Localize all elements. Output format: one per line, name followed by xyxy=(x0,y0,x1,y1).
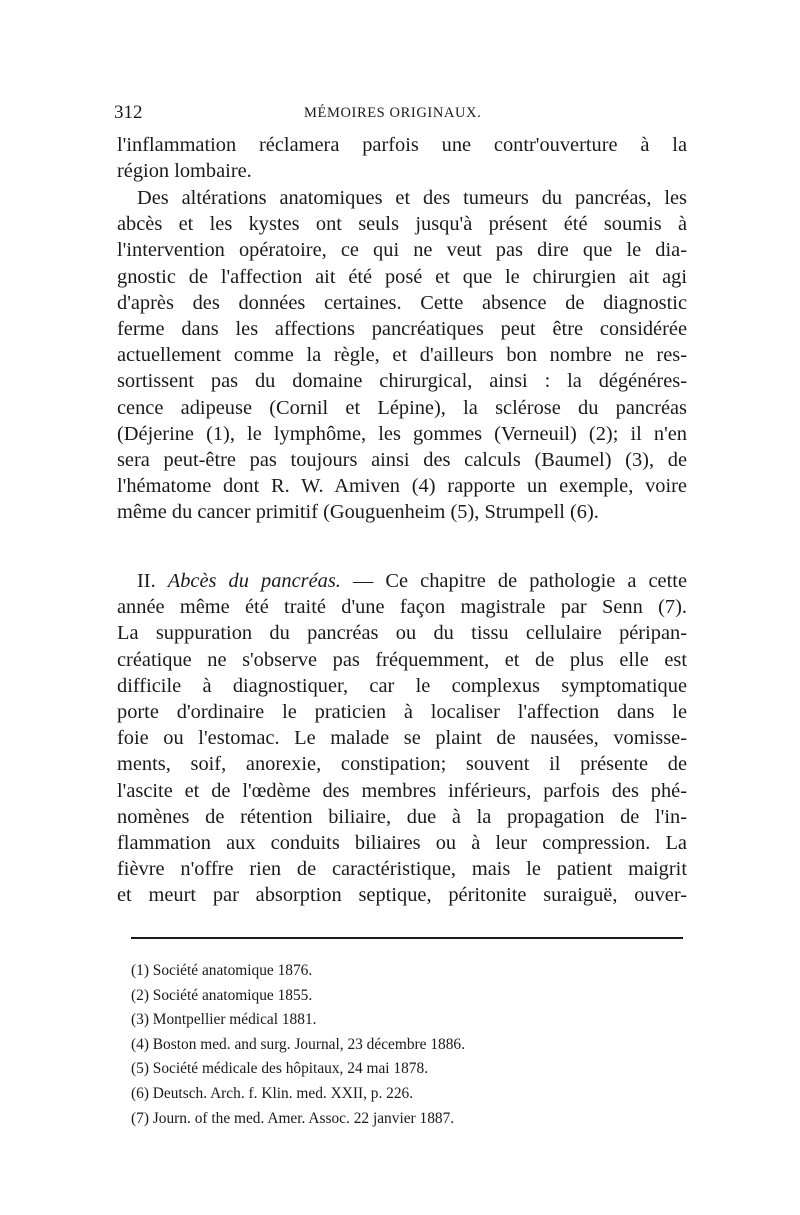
footnote-4: (4) Boston med. and surg. Journal, 23 décembre 1886. xyxy=(131,1035,465,1053)
footnote-3: (3) Montpellier médical 1881. xyxy=(131,1011,317,1029)
footnote-6: (6) Deutsch. Arch. f. Klin. med. XXII, p. 226. xyxy=(131,1084,414,1102)
section-heading-line xyxy=(117,568,687,594)
footnote-7: (7) Journ. of the med. Amer. Assoc. 22 janvier 1887. xyxy=(131,1109,455,1127)
footnote-divider xyxy=(131,937,683,939)
text-line: fièvre n'offre rien de caractéristique, mais le patient maigrit xyxy=(117,858,687,881)
text-line: difficile à diagnostiquer, car le complexus symptomatique xyxy=(117,674,687,697)
footnote-5: (5) Société médicale des hôpitaux, 24 mai 1878. xyxy=(131,1060,429,1078)
text-line: ferme dans les affections pancréatiques peut être considérée xyxy=(117,318,687,341)
footnote-2: (2) Société anatomique 1855. xyxy=(131,986,313,1004)
text-line: abcès et les kystes ont seuls jusqu'à présent été soumis à xyxy=(117,213,687,236)
text-line: (Déjerine (1), le lymphôme, les gommes (Verneuil) (2); il n'en xyxy=(117,422,687,445)
text-line: créatique ne s'observe pas fréquemment, et de plus elle est xyxy=(117,648,687,671)
section-title: Abcès du pancréas. xyxy=(167,570,341,592)
paragraph-anatomical-alterations xyxy=(117,185,687,526)
text-line: sortissent pas du domaine chirurgical, ainsi : la dégénéres- xyxy=(117,370,687,393)
section-abces-du-pancreas xyxy=(117,568,687,909)
footnote-1: (1) Société anatomique 1876. xyxy=(131,962,313,979)
text-line: nomènes de rétention biliaire, due à la propagation de l'in- xyxy=(117,805,687,828)
text-line: et meurt par absorption septique, péritonite suraiguë, ouver- xyxy=(117,884,687,907)
running-title: MÉMOIRES ORIGINAUX. xyxy=(304,105,482,121)
paragraph-continuation xyxy=(117,132,687,184)
section-number: II. xyxy=(137,570,156,592)
text-line: sera peut-être pas toujours ainsi des calculs (Baumel) (3), de xyxy=(117,449,687,472)
footnotes xyxy=(131,959,691,1131)
text-line: l'inflammation réclamera parfois une contr'ouverture à la xyxy=(117,134,687,156)
text-line: foie ou l'estomac. Le malade se plaint de nausées, vomisse- xyxy=(117,727,687,750)
text-line: même du cancer primitif (Gouguenheim (5), Strumpell (6). xyxy=(117,501,599,524)
text-line: ments, soif, anorexie, constipation; souvent il présente de xyxy=(117,753,687,776)
text-line: gnostic de l'affection ait été posé et que le chirurgien ait agi xyxy=(117,265,687,288)
page-header xyxy=(114,100,694,126)
page-number: 312 xyxy=(114,102,143,123)
text-line: région lombaire. xyxy=(117,160,252,183)
text-line: année même été traité d'une façon magistrale par Senn (7). xyxy=(117,596,687,619)
text-line: flammation aux conduits biliaires ou à leur compression. La xyxy=(117,832,687,855)
text-line: actuellement comme la règle, et d'ailleurs bon nombre ne res- xyxy=(117,344,687,367)
text-line: d'après des données certaines. Cette absence de diagnostic xyxy=(117,291,687,314)
text-line: l'ascite et de l'œdème des membres inférieurs, parfois des phé- xyxy=(117,779,687,802)
text-line: La suppuration du pancréas ou du tissu cellulaire péripan- xyxy=(117,622,687,645)
text-line: l'intervention opératoire, ce qui ne veut pas dire que le dia- xyxy=(117,239,687,262)
text-line-rest: — Ce chapitre de pathologie a cette xyxy=(340,570,687,592)
text-line: porte d'ordinaire le praticien à localiser l'affection dans le xyxy=(117,701,687,724)
text-line: cence adipeuse (Cornil et Lépine), la sclérose du pancréas xyxy=(117,396,687,419)
text-line: l'hématome dont R. W. Amiven (4) rapporte un exemple, voire xyxy=(117,475,687,498)
text-line: Des altérations anatomiques et des tumeurs du pancréas, les xyxy=(137,187,687,209)
